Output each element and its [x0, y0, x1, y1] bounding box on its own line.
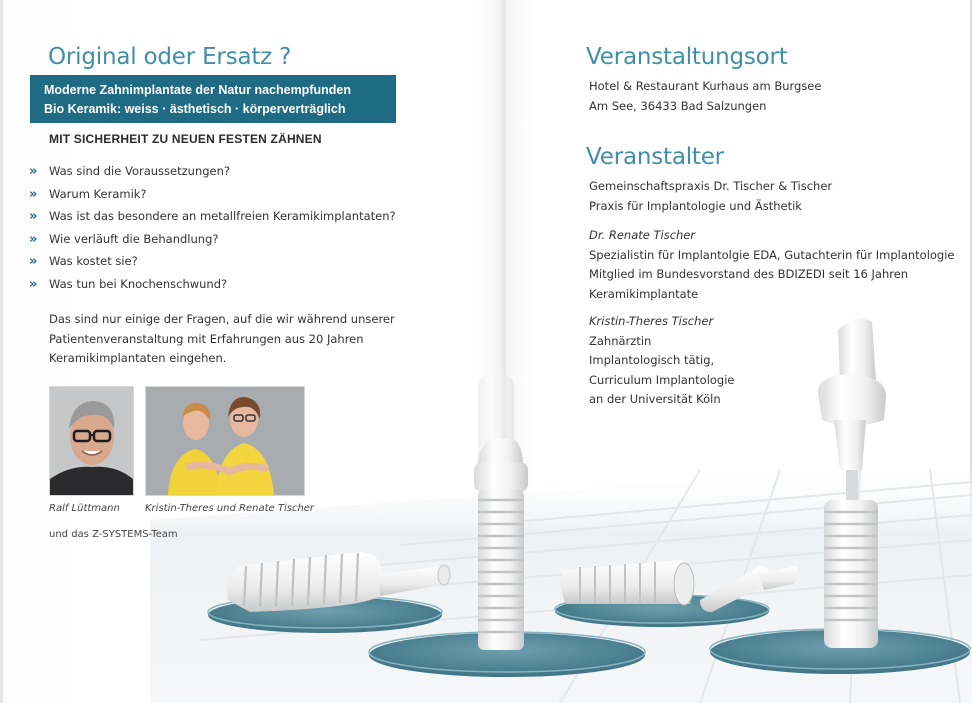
organizer-title: Veranstalter	[586, 144, 724, 170]
chevron-icon: »	[29, 209, 35, 224]
chevron-icon: »	[29, 164, 35, 179]
venue-title: Veranstaltungsort	[586, 44, 788, 70]
caption-photo-1: Ralf Lüttmann	[49, 503, 120, 514]
person-1-block: Dr. Renate Tischer Spezialistin für Implantolgie EDA, Gutachterin für Implantologie Mitglied im Bundesvorstand des BDIZEDI seit 16 Jahren Keramikimplantate	[589, 228, 955, 301]
person-2-block: Kristin-Theres Tischer Zahnärztin Implantologisch tätig, Curriculum Implantologie an der Universität Köln	[589, 314, 735, 406]
chevron-icon: »	[29, 254, 35, 269]
person-2-name: Kristin-Theres Tischer	[589, 314, 714, 328]
person-1-name: Dr. Renate Tischer	[589, 228, 696, 242]
list-item: » Was kostet sie?	[29, 250, 396, 273]
chevron-icon: »	[29, 276, 35, 292]
list-item: » Was ist das besondere an metallfreien Keramikimplantaten?	[29, 205, 396, 228]
portrait-photo-women	[145, 386, 305, 496]
list-item: » Was tun bei Knochenschwund?	[29, 273, 396, 296]
implant-standing-center	[474, 438, 528, 650]
team-line: und das Z-SYSTEMS-Team	[49, 529, 178, 540]
left-title: Original oder Ersatz ?	[48, 44, 292, 70]
banner	[30, 75, 396, 123]
banner-line-1: Moderne Zahnimplantate der Natur nachempfunden	[44, 83, 351, 97]
venue-address: Hotel & Restaurant Kurhaus am Burgsee Am See, 36433 Bad Salzungen	[589, 79, 822, 113]
intro-paragraph: Das sind nur einige der Fragen, auf die wir während unserer Patientenveranstaltung mit Erfahrungen aus 20 Jahren Keramikimplantaten eingehen.	[49, 312, 395, 365]
subheading: MIT SICHERHEIT ZU NEUEN FESTEN ZÄHNEN	[49, 132, 322, 146]
chevron-icon: »	[29, 231, 35, 247]
list-item: » Warum Keramik?	[29, 183, 396, 206]
caption-photo-2: Kristin-Theres und Renate Tischer	[145, 503, 315, 514]
portrait-photo-man	[49, 386, 134, 496]
list-item: » Wie verläuft die Behandlung?	[29, 228, 396, 251]
chevron-icon: »	[29, 186, 35, 202]
list-item: » Was sind die Voraussetzungen?	[29, 160, 396, 183]
banner-line-2: Bio Keramik: weiss · ästhetisch · körperverträglich	[44, 102, 346, 116]
organizer-info: Gemeinschaftspraxis Dr. Tischer & Tischer Praxis für Implantologie und Ästhetik	[589, 179, 833, 213]
question-list	[29, 160, 396, 295]
